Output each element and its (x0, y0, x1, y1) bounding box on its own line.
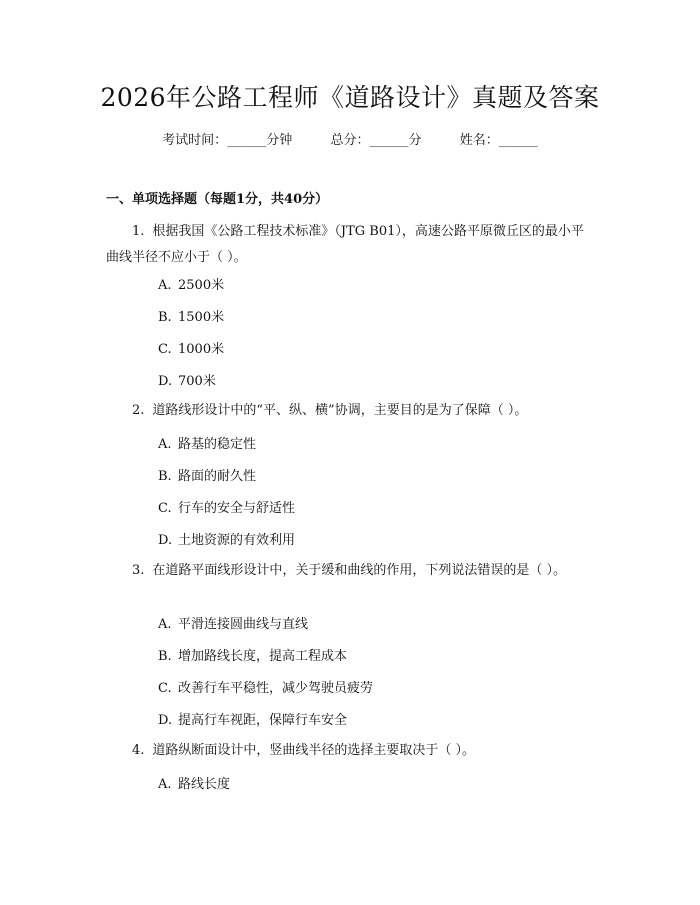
option-text: 改善行车平稳性，减少驾驶员疲劳 (178, 681, 374, 696)
option-text: 700米 (178, 374, 216, 389)
option-letter: B. (158, 469, 172, 484)
option-text: 路基的稳定性 (178, 437, 257, 452)
option-letter: B. (158, 649, 172, 664)
option-letter: D. (158, 713, 173, 728)
option-1b (158, 308, 224, 328)
score-label: 总分： (330, 133, 370, 148)
option-3b (158, 647, 347, 667)
option-text: 行车的安全与舒适性 (178, 501, 296, 516)
exam-meta-line (0, 131, 700, 151)
option-1c (158, 340, 224, 360)
question-text: 根据我国《公路工程技术标准》（JTG B01），高速公路平原微丘区的最小平曲线半径不应小于（ ）。 (106, 224, 584, 265)
question-2 (106, 398, 596, 424)
option-text: 平滑连接圆曲线与直线 (178, 617, 309, 632)
question-text: 道路纵断面设计中，竖曲线半径的选择主要取决于（ ）。 (152, 743, 476, 758)
score-unit: 分 (408, 133, 422, 148)
option-letter: A. (158, 278, 172, 293)
option-letter: A. (158, 777, 172, 792)
option-1a (158, 276, 224, 296)
option-text: 土地资源的有效利用 (178, 533, 296, 548)
option-text: 路线长度 (178, 777, 231, 792)
document-title: 2026年公路工程师《道路设计》真题及答案 (100, 83, 600, 112)
option-letter: D. (158, 533, 173, 548)
option-letter: C. (158, 681, 172, 696)
option-3d (158, 711, 347, 731)
option-letter: D. (158, 374, 173, 389)
option-letter: A. (158, 617, 172, 632)
name-label: 姓名： (459, 133, 499, 148)
option-text: 1500米 (178, 310, 225, 325)
option-text: 2500米 (178, 278, 225, 293)
option-3c (158, 679, 373, 699)
question-text: 在道路平面线形设计中，关于缓和曲线的作用，下列说法错误的是（ ）。 (152, 563, 567, 578)
question-number: 2. (132, 403, 145, 418)
option-text: 提高行车视距，保障行车安全 (178, 713, 348, 728)
question-number: 1. (132, 224, 145, 239)
option-3a (158, 615, 308, 635)
option-letter: B. (158, 310, 172, 325)
question-1 (106, 219, 596, 271)
option-letter: C. (158, 501, 172, 516)
option-text: 增加路线长度，提高工程成本 (178, 649, 348, 664)
time-unit: 分钟 (266, 133, 293, 148)
option-2d (158, 531, 295, 551)
question-text: 道路线形设计中的“平、纵、横”协调，主要目的是为了保障（ ）。 (152, 403, 528, 418)
option-4a (158, 775, 230, 795)
question-4 (106, 738, 596, 764)
section-heading: 一、单项选择题（每题1分，共40分） (106, 192, 329, 207)
name-blank: ______ (498, 133, 538, 148)
option-text: 路面的耐久性 (178, 469, 257, 484)
score-blank: ______ (369, 133, 409, 148)
question-number: 4. (132, 743, 145, 758)
time-label: 考试时间： (162, 133, 228, 148)
option-1d (158, 372, 216, 392)
option-letter: A. (158, 437, 172, 452)
option-2c (158, 499, 295, 519)
option-text: 1000米 (178, 342, 225, 357)
option-2a (158, 435, 256, 455)
time-blank: ______ (227, 133, 267, 148)
option-2b (158, 467, 256, 487)
question-number: 3. (132, 563, 145, 578)
question-3 (106, 558, 596, 584)
option-letter: C. (158, 342, 172, 357)
